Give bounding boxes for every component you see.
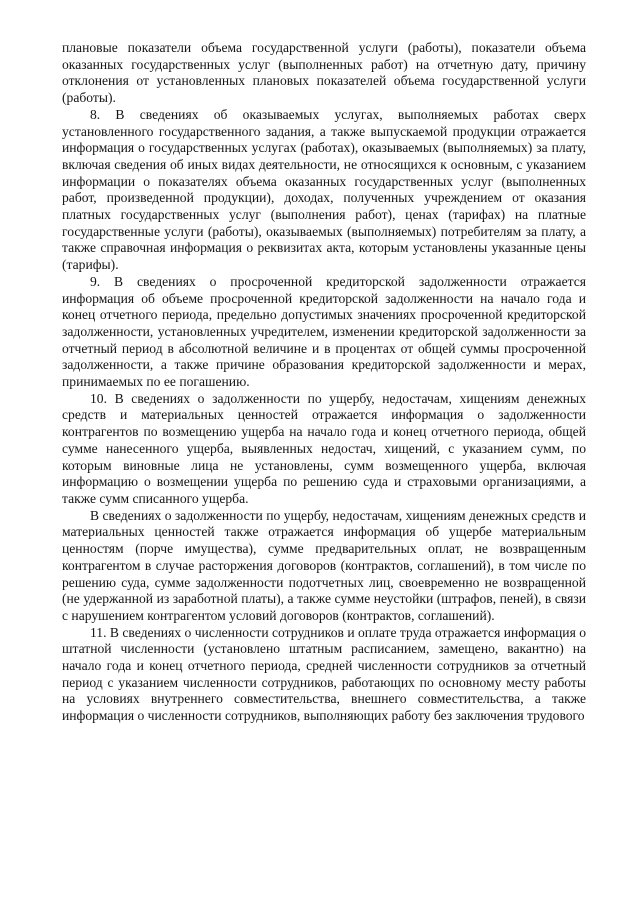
document-page: [62, 40, 586, 725]
paragraph-item-10-continued: В сведениях о задолженности по ущербу, недостачам, хищениям денежных средств и материальных ценностей также отражается информация об ущербе материальным ценностям (порче имущества), сумме предварительных оплат, не возвращенным контрагентом в случае расторжения договоров (контрактов, соглашений), в том числе по решению суда, сумме задолженности подотчетных лиц, своевременно не возвращенной (не удержанной из заработной платы), а также сумме неустойки (штрафов, пеней), в связи с нарушением контрагентом условий договоров (контрактов, соглашений).: [62, 507, 586, 623]
paragraph-continuation: плановые показатели объема государственной услуги (работы), показатели объема оказанных государственных услуг (выполненных работ) на отчетную дату, причину отклонения от установленных плановых показателей объема государственной услуги (работы).: [62, 40, 586, 106]
paragraph-item-8: 8. В сведениях об оказываемых услугах, выполняемых работах сверх установленного государственного задания, а также выпускаемой продукции отражается информация о государственных услугах (работах), оказываемых (выполняемых) за плату, включая сведения об иных видах деятельности, не относящихся к основным, с указанием информации о показателях объема оказанных государственных услуг (выполненных работ, произведенной продукции), доходах, полученных учреждением от оказания платных государственных услуг (выполнения работ), ценах (тарифах) на платные государственные услуги (работы), оказываемых (выполняемых) потребителям за плату, а также справочная информация о реквизитах акта, которым установлены указанные цены (тарифы).: [62, 106, 586, 273]
paragraph-item-10: 10. В сведениях о задолженности по ущербу, недостачам, хищениям денежных средств и материальных ценностей отражается информация о задолженности контрагентов по возмещению ущерба на начало года и конец отчетного периода, общей сумме нанесенного ущерба, выявленных недостач, хищений, с указанием сумм, по которым виновные лица не установлены, сумм возмещенного ущерба, включая информацию о возмещении ущерба по решению суда и страховыми организациями, а также сумм списанного ущерба.: [62, 390, 586, 506]
paragraph-item-11: 11. В сведениях о численности сотрудников и оплате труда отражается информация о штатной численности (установлено штатным расписанием, замещено, вакантно) на начало года и конец отчетного периода, средней численности сотрудников за отчетный период с указанием численности сотрудников, работающих по основному месту работы на условиях внутреннего совместительства, внешнего совместительства, а также информация о численности сотрудников, выполняющих работу без заключения трудового: [62, 624, 587, 724]
paragraph-item-9: 9. В сведениях о просроченной кредиторской задолженности отражается информация об объеме просроченной кредиторской задолженности на начало года и конец отчетного периода, предельно допустимых значениях просроченной кредиторской задолженности, установленных учредителем, изменении кредиторской задолженности за отчетный период в абсолютной величине и в процентах от общей суммы просроченной задолженности, а также причине образования кредиторской задолженности и мерах, принимаемых по ее погашению.: [62, 273, 586, 390]
